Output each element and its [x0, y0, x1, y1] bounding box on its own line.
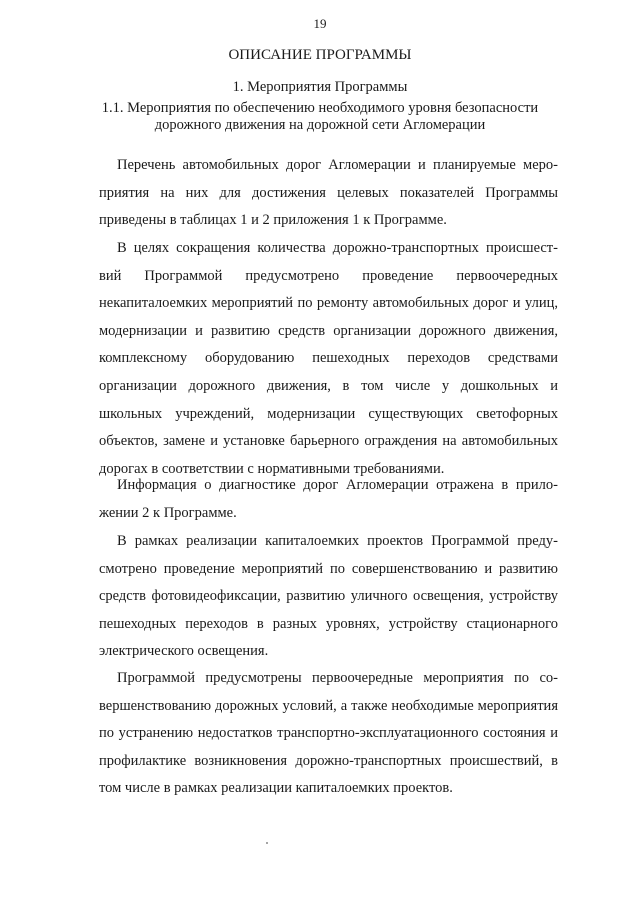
- scan-speck: [266, 842, 268, 844]
- subsection-heading-line-1: 1.1. Мероприятия по обеспечению необходимого уровня безопасности: [101, 100, 539, 116]
- document-title: ОПИСАНИЕ ПРОГРАММЫ: [228, 47, 412, 63]
- subsection-heading-line-2: дорожного движения на дорожной сети Агломерации: [154, 117, 486, 133]
- paragraph-capital-projects: В рамках реализации капиталоемких проектов Программой предусмотрено проведение мероприятий по совершенствованию и развитию средств фотовидеофиксации, развитию уличного освещения, устройству пешеходных переходов в разных уровнях, устройству стационарного электрического освещения.: [99, 533, 558, 660]
- paragraph-priority-measures: Программой предусмотрены первоочередные мероприятия по совершенствованию дорожных условий, а также необходимые мероприятия по устранению недостатков транспортно-эксплуатационного состояния и профилактике возникновения дорожно-транспортных происшествий, в том числе в рамках реализации капиталоемких проектов.: [99, 670, 558, 797]
- section-heading: 1. Мероприятия Программы: [232, 79, 408, 95]
- paragraph-road-list: Перечень автомобильных дорог Агломерации и планируемые мероприятия на них для достижения целевых показателей Программы приведены в таблицах 1 и 2 приложения 1 к Программе.: [99, 157, 558, 229]
- subsection-heading: [0, 100, 640, 134]
- page-number: 19: [313, 16, 327, 31]
- paragraph-accident-reduction: В целях сокращения количества дорожно-транспортных происшествий Программой предусмотрено проведение первоочередных некапиталоемких мероприятий по ремонту автомобильных дорог и улиц, модернизации и развитию средств организации дорожного движения, комплексному оборудованию пешеходных переходов средствами организации дорожного движения, в том числе у дошкольных и школьных учреждений, модернизации существующих светофорных объектов, замене и установке барьерного ограждения на автомобильных дорогах в соответствии с нормативными требованиями.: [99, 240, 558, 477]
- paragraph-road-diagnostics: Информация о диагностике дорог Агломерации отражена в приложении 2 к Программе.: [99, 477, 558, 521]
